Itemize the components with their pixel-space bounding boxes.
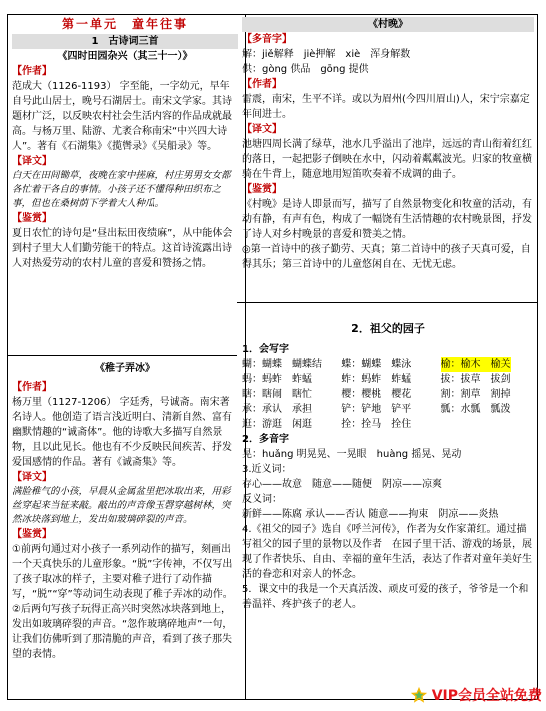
lesson-title: 2．祖父的园子 — [351, 322, 425, 335]
vocab-item: 蚱：蚂蚱 蚱蜢 — [341, 374, 412, 385]
author-heading: 【作者】 — [242, 79, 282, 90]
synonym-line: 存心——故意 随意——随便 阴凉——凉爽 — [242, 479, 442, 490]
vocab-row — [242, 402, 534, 417]
polyphone-line: 晃：huǎng 明晃晃、一晃眼 huàng 摇晃、晃动 — [242, 449, 462, 460]
author-heading: 【作者】 — [12, 66, 52, 77]
left-bottom-section — [12, 361, 238, 662]
author-heading: 【作者】 — [12, 382, 52, 393]
poem1-author: 范成大（1126-1193） 字至能，一字幼元，早年自号此山居士，晚号石湖居士。南宋文学家。其诗题材广泛，以反映农村社会生活内容的作品成就最高。与杨万里、陆游、尤袤合称南宋“中兴四大诗人”。著有《石湖集》《揽辔录》《吴船录》等。 — [12, 81, 232, 152]
right-bottom-section — [242, 321, 534, 612]
vocab-heading: 1．会写字 — [242, 344, 289, 355]
vocab-item: 承：承认 承担 — [242, 404, 312, 415]
poem3-appreciation: 《村晚》是诗人即景而写，描写了自然景物变化和牧童的活动，有动有静，有声有色，构成了一幅饶有生活情趣的农村晚景图，抒发了诗人对乡村晚景的喜爱和赞美之情。 — [242, 199, 532, 240]
right-top-section — [242, 17, 534, 272]
translation-heading: 【译文】 — [12, 156, 52, 167]
vocab-item: 铲：铲地 铲平 — [341, 404, 412, 415]
appreciation-heading: 【鉴赏】 — [12, 213, 52, 224]
vocab-row — [242, 387, 534, 402]
polyphone-line: 解：jiě解释 jiè押解 xiè 浑身解数 — [242, 49, 411, 60]
polyphone-line: 供：gòng 供品 gōng 提供 — [242, 64, 369, 75]
appreciation-heading: 【鉴赏】 — [12, 529, 52, 540]
polyphone-heading: 【多音字】 — [242, 34, 292, 45]
poem-title: 《村晚》 — [242, 17, 534, 32]
translation-heading: 【译文】 — [12, 472, 52, 483]
poem2-appreciation: ①前两句通过对小孩子一系列动作的描写，刻画出一个天真快乐的儿童形象。“脱”字传神，不仅写出了孩子取冰的样子，主要对稚子进行了动作描写，“脱”“穿”等动词生动表现了稚子弄冰的动作。②后两句写孩子玩得正高兴时突然冰块落到地上，发出如玻璃碎裂的声音。“忽作玻璃碎地声”一句，让我们仿佛听到了那清脆的声音，看到了孩子那失望的表情。 — [12, 544, 233, 660]
vocab-item: 蚂：蚂蚱 蚱蜢 — [242, 374, 312, 385]
question-4: 4.《祖父的园子》选自《呼兰河传》，作者为女作家萧红。通过描写祖父的园子里的景物以及作者 在园子里干活、游戏的场景，展现了作者快乐、自由、幸福的童年生活，表达了作者对童年美好生活的眷恋和对亲人的怀念。 — [242, 524, 532, 580]
antonym-line: 新鲜——陈腐 承认——否认 随意——拘束 阴凉——炎热 — [242, 509, 499, 520]
poem2-author: 杨万里（1127-1206） 字廷秀，号诚斋。南宋著名诗人。他创造了语言浅近明白、清新自然、富有幽默情趣的“诚斋体”。他的诗歌大多描写自然景物，且以此见长。他也有不少反映民间疾苦、抒发爱国感情的作品。著有《诚斋集》等。 — [12, 397, 232, 468]
poem2-translation: 满脸稚气的小孩，早晨从金属盆里把冰取出来，用彩丝穿起来当钲来敲。敲出的声音像玉磬穿越树林，突然冰块落到地上，发出如玻璃碎裂的声音。 — [12, 486, 231, 525]
translation-heading: 【译文】 — [242, 124, 282, 135]
watermark-text: VIP会员全站免费 — [431, 688, 542, 704]
polyphone-heading: 2．多音字 — [242, 434, 289, 445]
poem3-author: 雷震，南宋，生平不详。或以为眉州(今四川眉山)人，宋宁宗嘉定年间进士。 — [242, 94, 530, 120]
poem3-translation: 池塘四周长满了绿草，池水几乎溢出了池岸，远远的青山衔着红红的落日，一起把影子倒映在水中，闪动着粼粼波光。归家的牧童横骑在牛背上，随意地用短笛吹奏着不成调的曲子。 — [242, 139, 532, 180]
unit-title: 第一单元 童年往事 — [61, 17, 188, 31]
vocab-item: 拴：拴马 拴住 — [341, 419, 412, 430]
poem1-translation: 白天在田间锄草，夜晚在家中搓麻，村庄男男女女都各忙着干各自的事情。小孩子还不懂得种田织布之事，但也在桑树荫下学着大人种瓜。 — [12, 170, 231, 209]
question-5: 5．课文中的我是一个天真活泼、顽皮可爱的孩子，爷爷是一个和善温祥、疼护孩子的老人。 — [242, 584, 529, 610]
vocab-item: 蝶：蝴蝶 蝶泳 — [341, 359, 412, 370]
vocab-row — [242, 357, 534, 372]
vocab-row — [242, 417, 534, 432]
vocab-row — [242, 372, 534, 387]
vocab-item: 割：割草 割掉 — [440, 389, 511, 400]
synonym-heading: 3.近义词： — [242, 464, 292, 475]
antonym-heading: 反义词： — [242, 494, 282, 505]
vocab-item: 逛：游逛 闲逛 — [242, 419, 312, 430]
star-icon — [410, 686, 428, 704]
vocab-item: 瓢：水瓢 瓢泼 — [440, 404, 511, 415]
left-top-section — [12, 17, 238, 271]
page-frame — [7, 14, 538, 700]
vocab-table — [242, 357, 534, 432]
poem1-appreciation: 夏日农忙的诗句是“昼出耘田夜绩麻”，从中能体会到村子里大人们勤劳能干的特点。这首诗流露出诗人对热爱劳动的农村儿童的喜爱和赞扬之情。 — [12, 228, 233, 269]
poem-title: 《四时田园杂兴（其三十一）》 — [57, 51, 193, 62]
vocab-item: 樱：樱桃 樱花 — [341, 389, 412, 400]
vocab-item-highlighted: 榆：榆木 榆关 — [440, 359, 511, 370]
left-section-divider — [8, 355, 237, 356]
right-section-divider — [237, 302, 538, 303]
poem-title: 《稚子弄冰》 — [95, 363, 155, 374]
appreciation-heading: 【鉴赏】 — [242, 184, 282, 195]
poem-comparison: ◎第一首诗中的孩子勤劳、天真；第二首诗中的孩子天真可爱，自得其乐；第三首诗中的儿童悠闲自在、无忧无虑。 — [242, 244, 531, 270]
vip-watermark[interactable] — [410, 685, 542, 705]
vocab-item: 拔：拔草 拔剑 — [440, 374, 511, 385]
lesson-title: 1 古诗词三首 — [12, 34, 238, 49]
vocab-item: 蝴：蝴蝶 蝴蝶结 — [242, 359, 322, 370]
vocab-item: 瞎：瞎闹 瞎忙 — [242, 389, 312, 400]
